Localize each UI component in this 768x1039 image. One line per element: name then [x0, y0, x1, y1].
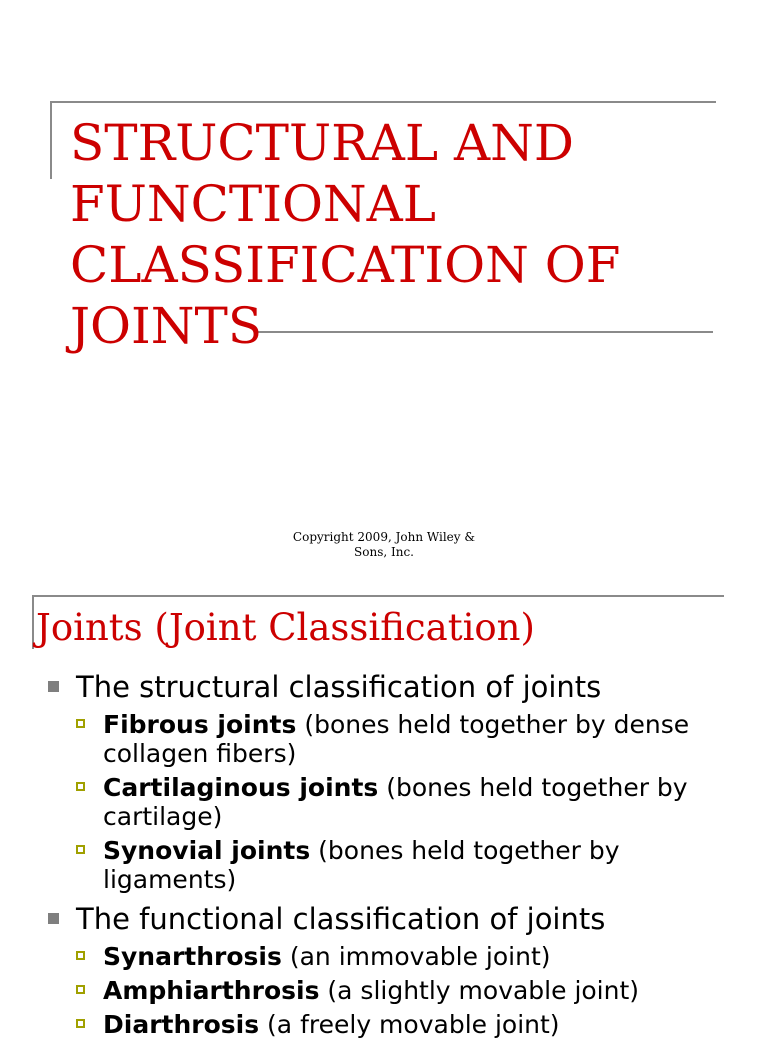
square-bullet-icon: [48, 913, 59, 924]
sub-bullet-desc: (a slightly movable joint): [319, 976, 640, 1005]
sub-bullet-desc: (bones held together by cartilage): [103, 773, 688, 831]
hollow-square-bullet-icon: [76, 845, 85, 854]
sub-bullet-amphiarthrosis: [0, 976, 703, 1005]
sub-bullet-fibrous: [0, 710, 703, 768]
hollow-square-bullet-icon: [76, 719, 85, 728]
sub-bullet-synovial: [0, 836, 703, 894]
sub-bullet-term: Fibrous joints: [103, 710, 297, 739]
title-left-rule: [50, 101, 52, 179]
sub-bullet-term: Diarthrosis: [103, 1010, 260, 1039]
bullet-heading: The functional classification of joints: [76, 902, 606, 936]
sub-bullet-synarthrosis: [0, 942, 703, 971]
hollow-square-bullet-icon: [76, 951, 85, 960]
bullet-functional: [0, 902, 768, 937]
hollow-square-bullet-icon: [76, 782, 85, 791]
hollow-square-bullet-icon: [76, 985, 85, 994]
bullet-heading: The structural classification of joints: [76, 670, 602, 704]
content-left-rule: [32, 595, 34, 649]
content-slide: [0, 580, 768, 1039]
sub-bullet-desc: (bones held together by dense collagen fibers): [103, 710, 690, 768]
sub-bullet-term: Cartilaginous joints: [103, 773, 379, 802]
copyright-notice: [270, 530, 498, 560]
sub-bullet-term: Synarthrosis: [103, 942, 282, 971]
sub-bullet-term: Amphiarthrosis: [103, 976, 320, 1005]
sub-bullet-cartilaginous: [0, 773, 703, 831]
bullet-structural: [0, 670, 768, 705]
sub-bullet-desc: (a freely movable joint): [259, 1010, 560, 1039]
title-top-rule: [50, 101, 716, 103]
sub-bullet-term: Synovial joints: [103, 836, 311, 865]
sub-bullet-desc: (an immovable joint): [281, 942, 551, 971]
slide1-title: STRUCTURAL AND FUNCTIONAL CLASSIFICATION OF JOINTS: [70, 114, 621, 355]
square-bullet-icon: [48, 681, 59, 692]
copyright-line-1: Copyright 2009, John Wiley &: [292, 530, 476, 544]
sub-bullet-desc: (bones held together by ligaments): [103, 836, 620, 894]
sub-bullet-diarthrosis: [0, 1010, 703, 1039]
content-top-rule: [32, 595, 724, 597]
copyright-line-2: Sons, Inc.: [354, 545, 414, 559]
slide2-title: Joints (Joint Classification): [36, 606, 535, 649]
bullet-list: [0, 670, 768, 1039]
